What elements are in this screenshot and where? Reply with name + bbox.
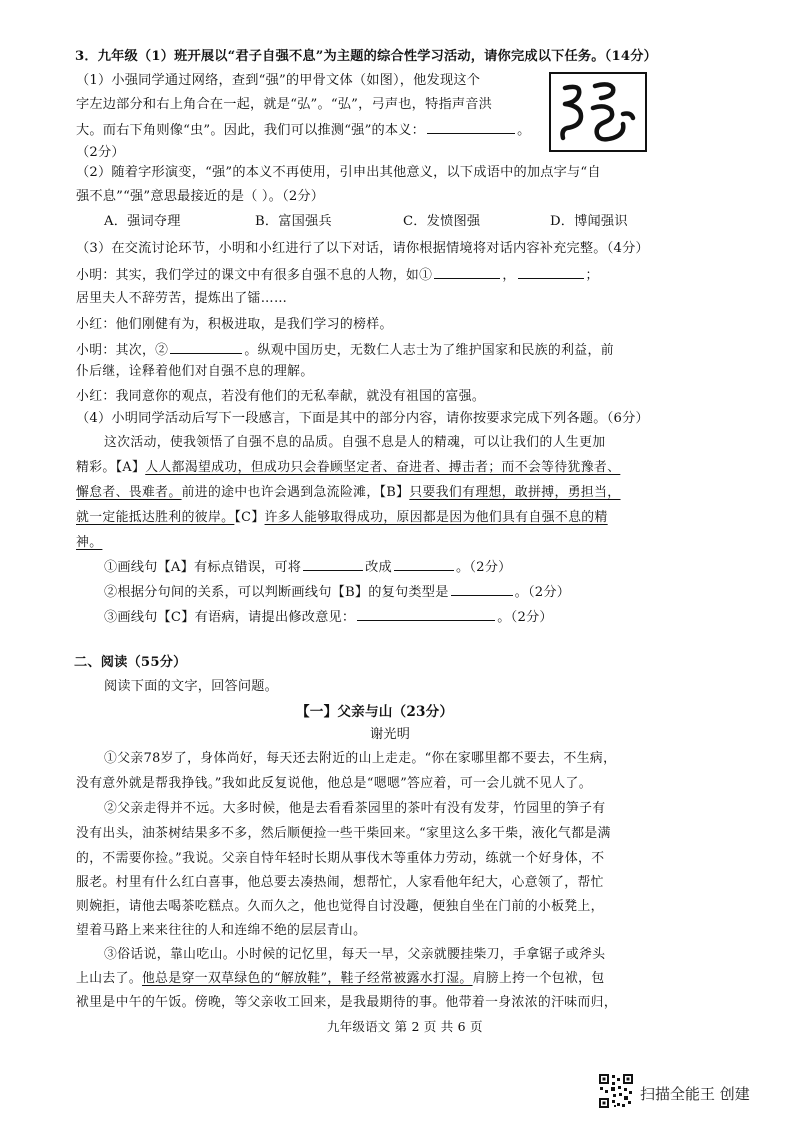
subquestion-2 [104,582,570,602]
q3-part2-line2: 强不息”“强”意思最接近的是（ ）。（2分） [76,189,325,204]
passage-line-5 [76,534,102,552]
article-line: 则婉拒，请他去喝茶吃糕点。久而久之，他也觉得自讨没趣，便独自坐在门前的小板凳上， [76,899,604,914]
q3-part1-score: （2分） [76,145,125,160]
passage-line-2 [76,459,620,477]
q3-part1-line1: （1）小强同学通过网络，查到“强”的甲骨文体（如图），他发现这个 [76,73,481,88]
article-text: 肩膀上挎一个包袱，包 [472,971,605,986]
passage-line-4 [76,509,608,527]
dialogue-line-3: 小红：他们刚健有为，积极进取，是我们学习的榜样。 [76,317,393,332]
option-a[interactable]: A．强词夺理 [104,214,181,229]
subquestion-text: ②根据分句间的关系，可以判断画线句【B】的复句类型是 [104,585,449,600]
underlined-sentence-b: 只要我们有理想，敢拼搏，勇担当， [409,485,621,500]
article-line: 没有出头，油茶树结果多不多，然后顺便捡一些干柴回来。“家里这么多干柴，液化气都是满 [76,826,611,841]
article-line: ③俗话说，靠山吃山。小时候的记忆里，每天一早，父亲就腰挂柴刀，手拿锯子或斧头 [104,947,606,962]
answer-blank[interactable] [394,557,454,571]
q3-part2-line1: （2）随着字形演变，“强”的本义不再使用，引申出其他意义，以下成语中的加点字与“自 [76,165,601,180]
underlined-sentence-a: 懈怠者、畏难者。 [76,485,182,500]
option-d[interactable]: D．博闻强识 [550,214,628,229]
underlined-sentence-c: 神。 [76,535,103,550]
subquestion-text: 。（2分） [455,560,512,575]
q3-part1-line2: 字左边部分和右上角合在一起，就是“弘”。“弘”，弓声也，特指声音洪 [76,97,493,112]
subquestion-text: ①画线句【A】有标点错误，可将 [104,560,302,575]
marker-c: 【C】 [234,510,265,525]
article-line: ②父亲走得并不远。大多时候，他是去看看茶园里的茶叶有没有发芽，竹园里的笋子有 [104,801,606,816]
passage-line-3 [76,484,621,502]
dialogue-line-6: 小红：我同意你的观点，若没有他们的无私奉献，就没有祖国的富强。 [76,389,486,404]
underlined-sentence-a: 人人都渴望成功，但成功只会眷顾坚定者、奋进者、搏击者；而不会等待犹豫者、 [145,460,621,475]
passage-line-1: 这次活动，使我领悟了自强不息的品质。自强不息是人的精魂，可以让我们的人生更加 [104,435,606,450]
answer-blank[interactable] [170,340,242,354]
article-line: 望着马路上来来往往的人和连绵不绝的层层青山。 [76,923,367,938]
answer-blank[interactable] [427,120,515,134]
dialogue-text: 小明：其次，② [76,343,169,358]
passage-text: 前进的途中也许会遇到急流险滩， [181,485,380,500]
article-text: 上山去了。 [76,971,142,986]
answer-blank[interactable] [303,557,363,571]
scanner-watermark: 扫描全能王 创建 [640,1085,750,1103]
dialogue-line-2: 居里夫人不辞劳苦，提炼出了镭…… [76,291,288,306]
q3-title: 3．九年级（1）班开展以“君子自强不息”为主题的综合性学习活动，请你完成以下任务。（14分） [75,49,657,64]
answer-blank[interactable] [357,607,495,621]
q3-part1-line3: 大。而右下角则像“虫”。因此，我们可以推测“强”的本义： 。 [76,120,530,140]
q3-part3-line1: （3）在交流讨论环节，小明和小红进行了以下对话，请你根据情境将对话内容补充完整。（4分） [76,241,649,256]
dialogue-line-5: 仆后继，诠释着他们对自强不息的理解。 [76,364,314,379]
dialogue-line-1: 小明：其实，我们学过的课文中有很多自强不息的人物，如① ， ； [76,265,599,285]
subquestion-1 [104,557,511,577]
passage-text: 精彩。【A】 [76,460,146,475]
article-line: 服老。村里有什么红白喜事，他总要去凑热闹，想帮忙，人家看他年纪大，心意领了，帮忙 [76,875,604,890]
subquestion-text: ③画线句【C】有语病，请提出修改意见： [104,610,356,625]
page-footer: 九年级语文 第 2 页 共 6 页 [327,1019,483,1034]
answer-blank[interactable] [518,265,584,279]
section-instruction: 阅读下面的文字，回答问题。 [104,679,279,694]
article-author: 谢光明 [370,727,411,742]
underlined-article-sentence: 他总是穿一双草绿色的“解放鞋”，鞋子经常被露水打湿。 [141,971,473,986]
article-line: 没有意外就是帮我挣钱。”我如此反复说他，他总是“嗯嗯”答应着，可一会儿就不见人了。 [76,776,592,791]
subquestion-text: 。（2分） [514,585,571,600]
option-c[interactable]: C．发愤图强 [403,214,481,229]
underlined-sentence-b: 就一定能抵达胜利的彼岸。 [76,510,235,525]
subquestion-text: 改成 [365,560,392,575]
dialogue-text: 。纵观中国历史，无数仁人志士为了维护国家和民族的利益，前 [244,343,614,358]
oracle-bone-qiang-icon [551,74,645,150]
section-heading: 二、阅读（55分） [74,655,187,670]
q3-part1-line3-text: 大。而右下角则像“虫”。因此，我们可以推测“强”的本义： [76,123,426,138]
article-line: 的，不需要你捡。”我说。父亲自恃年轻时长期从事伐木等重体力劳动，练就一个好身体，不 [76,851,605,866]
dialogue-text: 小明：其实，我们学过的课文中有很多自强不息的人物，如① [76,268,433,283]
article-line: ①父亲78岁了，身体尚好，每天还去附近的山上走走。“你在家哪里都不要去，不生病， [104,751,617,766]
q3-part4-line1: （4）小明同学活动后写下一段感言，下面是其中的部分内容，请你按要求完成下列各题。（6分） [76,411,649,426]
qr-code-icon [598,1073,634,1109]
option-b[interactable]: B．富国强兵 [255,214,332,229]
oracle-bone-image [549,72,647,152]
marker-b: 【B】 [379,485,410,500]
answer-blank[interactable] [434,265,500,279]
dialogue-line-4 [76,340,614,360]
article-line [76,970,605,988]
subquestion-3 [104,607,553,627]
underlined-sentence-c: 许多人能够取得成功，原因都是因为他们具有自强不息的精 [264,510,608,525]
article-line: 袱里是中午的午饭。傍晚，等父亲收工回来，是我最期待的事。他带着一身浓浓的汗味而归， [76,995,618,1010]
subquestion-text: 。（2分） [497,610,553,625]
answer-blank[interactable] [451,582,513,596]
article-title: 【一】父亲与山（23分） [296,704,454,720]
dialogue-text: ； [585,268,599,283]
